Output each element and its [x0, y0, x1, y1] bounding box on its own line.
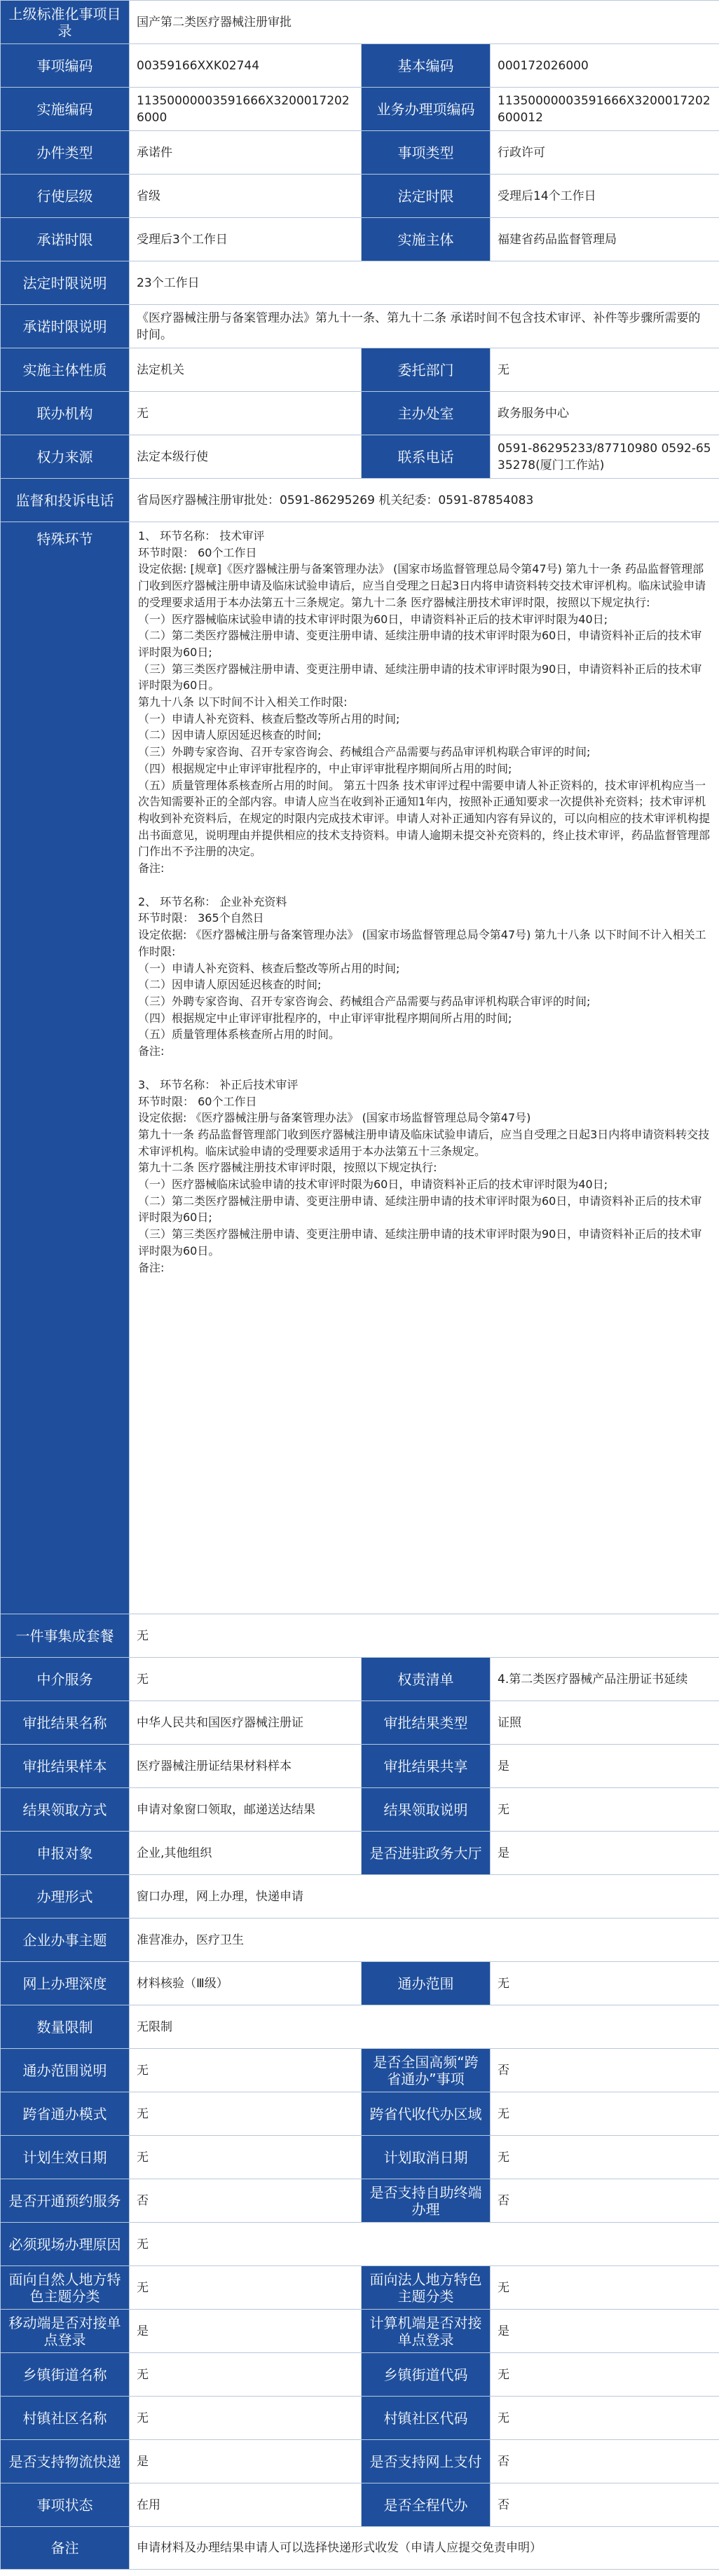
- value-status: 在用: [130, 2483, 362, 2527]
- value-entrust-dept: 无: [491, 348, 719, 392]
- value-legal-limit: 受理后14个工作日: [491, 175, 719, 218]
- row-result-sample: [1, 1745, 719, 1788]
- special-line: 3、 环节名称： 补正后技术审评: [138, 1077, 299, 1091]
- row-promise: [1, 218, 719, 261]
- label-express: 是否支持物流快递: [1, 2440, 130, 2483]
- special-line: 备注:: [138, 1260, 165, 1274]
- label-pickup-note: 结果领取说明: [362, 1788, 491, 1832]
- value-express: 是: [130, 2440, 362, 2483]
- special-line: 环节时限： 60个工作日: [138, 545, 257, 559]
- row-power-source: [1, 435, 719, 479]
- label-town-name: 乡镇街道名称: [1, 2353, 130, 2397]
- special-line: 备注:: [138, 1044, 165, 1058]
- special-line: 备注:: [138, 861, 165, 875]
- label-result-name: 审批结果名称: [1, 1701, 130, 1745]
- special-line: 环节时限： 365个自然日: [138, 911, 264, 925]
- value-handling-form: 窗口办理，网上办理，快递申请: [130, 1875, 719, 1919]
- value-pickup-note: 无: [491, 1788, 719, 1832]
- label-status: 事项状态: [1, 2483, 130, 2527]
- label-case-type: 办件类型: [1, 131, 130, 175]
- special-line: 2、 环节名称： 企业补充资料: [138, 894, 287, 908]
- value-pickup-method: 申请对象窗口领取，邮递送达结果: [130, 1788, 362, 1832]
- label-hall: 是否进驻政务大厅: [362, 1832, 491, 1875]
- label-subject-nature: 实施主体性质: [1, 348, 130, 392]
- label-cross-mode: 跨省通办模式: [1, 2092, 130, 2136]
- value-plan-effective: 无: [130, 2136, 362, 2179]
- special-line: 第九十八条 以下时间不计入相关工作时限:: [138, 695, 348, 709]
- row-handling-form: [1, 1875, 719, 1919]
- value-pc-sso: 是: [491, 2310, 719, 2353]
- row-sso: [1, 2310, 719, 2353]
- value-onsite-reason: 无: [130, 2223, 719, 2266]
- label-full-agent: 是否全程代办: [362, 2483, 491, 2527]
- label-quantity: 数量限制: [1, 2005, 130, 2049]
- row-agency: [1, 1658, 719, 1701]
- value-cross-mode: 无: [130, 2092, 362, 2136]
- special-line: 第九十二条 医疗器械注册技术审评时限，按照以下规定执行:: [138, 1161, 437, 1175]
- label-scope-note: 通办范围说明: [1, 2049, 130, 2092]
- label-legal-limit: 法定时限: [362, 175, 491, 218]
- label-topic: 企业办事主题: [1, 1919, 130, 1962]
- label-power-list: 权责清单: [362, 1658, 491, 1701]
- value-result-name: 中华人民共和国医疗器械注册证: [130, 1701, 362, 1745]
- label-mobile-sso: 移动端是否对接单点登录: [1, 2310, 130, 2353]
- value-cross-province: 否: [491, 2049, 719, 2092]
- special-line: （一）医疗器械临床试验申请的技术审评时限为60日，申请资料补正后的技术审评时限为40日;: [138, 612, 608, 626]
- special-line: （三）外聘专家咨询、召开专家咨询会、药械组合产品需要与药品审评机构联合审评的时间;: [138, 994, 591, 1008]
- label-town-code: 乡镇街道代码: [362, 2353, 491, 2397]
- value-level: 省级: [130, 175, 362, 218]
- label-onsite-reason: 必须现场办理原因: [1, 2223, 130, 2266]
- value-power-source: 法定本级行使: [130, 435, 362, 479]
- special-line: （四）根据规定中止审评审批程序的，中止审评审批程序期间所占用的时间;: [138, 761, 512, 775]
- value-basic-code: 000172026000: [491, 44, 719, 88]
- value-power-list: 4.第二类医疗器械产品注册证书延续: [491, 1658, 719, 1701]
- value-plan-cancel: 无: [491, 2136, 719, 2179]
- value-result-type: 证照: [491, 1701, 719, 1745]
- value-applicant: 企业,其他组织: [130, 1832, 362, 1875]
- label-agency: 中介服务: [1, 1658, 130, 1701]
- special-line: 环节时限： 60个工作日: [138, 1094, 257, 1108]
- value-legal-limit-note: 23个工作日: [130, 261, 719, 305]
- label-online-depth: 网上办理深度: [1, 1962, 130, 2005]
- value-scope: 无: [491, 1962, 719, 2005]
- special-line: （三）外聘专家咨询、召开专家咨询会、药械组合产品需要与药品审评机构联合审评的时间;: [138, 745, 591, 759]
- special-line: 设定依据: 《医疗器械注册与备案管理办法》 (国家市场监督管理总局令第47号): [138, 1111, 531, 1125]
- row-town: [1, 2353, 719, 2397]
- special-line: 设定依据: 《医疗器械注册与备案管理办法》 (国家市场监督管理总局令第47号) 第九十八条 以下时间不计入相关工作时限:: [138, 928, 706, 958]
- label-impl-code: 实施编码: [1, 88, 130, 131]
- label-pickup-method: 结果领取方式: [1, 1788, 130, 1832]
- row-complaint: [1, 479, 719, 522]
- value-package: 无: [130, 1614, 719, 1658]
- value-impl-code: 11350000003591666X3200017202600​0: [130, 88, 362, 131]
- label-result-sample: 审批结果样本: [1, 1745, 130, 1788]
- label-level: 行使层级: [1, 175, 130, 218]
- row-quantity: [1, 2005, 719, 2049]
- label-cross-province: 是否全国高频“跨省通办”事项: [362, 2049, 491, 2092]
- row-delivery: [1, 2440, 719, 2483]
- value-subject-nature: 法定机关: [130, 348, 362, 392]
- value-scope-note: 无: [130, 2049, 362, 2092]
- row-package: [1, 1614, 719, 1658]
- value-promise-note: 《医疗器械注册与备案管理办法》第九十一条、第九十二条 承诺时间不包含技术审评、补件等步骤所需要的时间。: [130, 305, 719, 348]
- row-case-type: [1, 131, 719, 175]
- value-online-depth: 材料核验（Ⅲ级）: [130, 1962, 362, 2005]
- special-content: [130, 522, 719, 1614]
- label-self-service: 是否支持自助终端办理: [362, 2179, 491, 2223]
- label-host-office: 主办处室: [362, 392, 491, 435]
- value-case-type: 承诺件: [130, 131, 362, 175]
- special-line: 第九十一条 药品监督管理部门收到医疗器械注册申请及临床试验申请后，应当自受理之日起3日内将申请资料转交技术审评机构。临床试验申请的受理要求适用于本办法第五十三条规定。: [138, 1127, 710, 1158]
- row-onsite-reason: [1, 2223, 719, 2266]
- label-biz-code: 业务办理项编码: [362, 88, 491, 131]
- row-status: [1, 2483, 719, 2527]
- special-line: （四）根据规定中止审评审批程序的，中止审评审批程序期间所占用的时间;: [138, 1011, 512, 1025]
- special-gap: [138, 1060, 711, 1077]
- value-quantity: 无限制: [130, 2005, 719, 2049]
- special-line: （一）医疗器械临床试验申请的技术审评时限为60日，申请资料补正后的技术审评时限为40日;: [138, 1178, 608, 1192]
- special-line: （二）因申请人原因延迟核查的时间;: [138, 728, 322, 742]
- row-subject-nature: [1, 348, 719, 392]
- value-cross-area: 无: [491, 2092, 719, 2136]
- value-person-topic: 无: [130, 2266, 362, 2310]
- value-legal-topic: 无: [491, 2266, 719, 2310]
- label-package: 一件事集成套餐: [1, 1614, 130, 1658]
- special-line: 1、 环节名称： 技术审评: [138, 529, 265, 543]
- row-online-depth: [1, 1962, 719, 2005]
- value-complaint: 省局医疗器械注册审批处：0591-86295269 机关纪委：0591-87854083: [130, 479, 719, 522]
- label-result-share: 审批结果共享: [362, 1745, 491, 1788]
- label-scope: 通办范围: [362, 1962, 491, 2005]
- value-promise-limit: 受理后3个工作日: [130, 218, 362, 261]
- row-special: [1, 522, 719, 1614]
- label-entrust-dept: 委托部门: [362, 348, 491, 392]
- row-booking: [1, 2179, 719, 2223]
- row-result-pickup: [1, 1788, 719, 1832]
- value-catalog: 国产第二类医疗器械注册审批: [130, 1, 719, 44]
- label-cross-area: 跨省代收代办区域: [362, 2092, 491, 2136]
- special-line: （三）第三类医疗器械注册申请、变更注册申请、延续注册申请的技术审评时限为90日，申请资料补正后的技术审评时限为60日。: [138, 662, 702, 693]
- value-town-code: 无: [491, 2353, 719, 2397]
- row-local-topic: [1, 2266, 719, 2310]
- row-village: [1, 2397, 719, 2440]
- label-power-source: 权力来源: [1, 435, 130, 479]
- label-special: 特殊环节: [1, 522, 130, 1614]
- value-result-sample: 医疗器械注册证结果材料样本: [130, 1745, 362, 1788]
- special-line: （二）因申请人原因延迟核查的时间;: [138, 978, 322, 992]
- special-line: （一）申请人补充资料、核查后整改等所占用的时间;: [138, 711, 400, 725]
- value-item-type: 行政许可: [491, 131, 719, 175]
- row-applicant: [1, 1832, 719, 1875]
- label-village-code: 村镇社区代码: [362, 2397, 491, 2440]
- special-line: （五）质量管理体系核查所占用的时间。 第五十四条 技术审评过程中需要申请人补正资料的，技术审评机构应当一次告知需要补正的全部内容。申请人应当在收到补正通知1年内，按照补正通知要求一次提供补充资料；技术审评机构收到补充资料后，在规定的时限内完成技术审评。申请人对补正通知内容有异议的，可以向相应的技术审评机构提出书面意见，说明理由并提供相应的技术支持资料。申请人逾期未提交补充资料的，终止技术审评，药品监督管理部门作出不予注册的决定。: [138, 778, 711, 859]
- label-item-code: 事项编码: [1, 44, 130, 88]
- value-topic: 准营准办，医疗卫生: [130, 1919, 719, 1962]
- label-basic-code: 基本编码: [362, 44, 491, 88]
- label-phone: 联系电话: [362, 435, 491, 479]
- value-village-name: 无: [130, 2397, 362, 2440]
- label-online-pay: 是否支持网上支付: [362, 2440, 491, 2483]
- value-agency: 无: [130, 1658, 362, 1701]
- label-village-name: 村镇社区名称: [1, 2397, 130, 2440]
- label-legal-limit-note: 法定时限说明: [1, 261, 130, 305]
- label-impl-subject: 实施主体: [362, 218, 491, 261]
- value-phone: 0591-86295233/87710980 0592-6535278(厦门工作站): [491, 435, 719, 479]
- row-catalog: [1, 1, 719, 44]
- label-pc-sso: 计算机端是否对接单点登录: [362, 2310, 491, 2353]
- value-mobile-sso: 是: [130, 2310, 362, 2353]
- value-village-code: 无: [491, 2397, 719, 2440]
- value-biz-code: 11350000003591666X3200017202600012: [491, 88, 719, 131]
- label-plan-effective: 计划生效日期: [1, 2136, 130, 2179]
- value-remark: 申请材料及办理结果申请人可以选择快递形式收发（申请人应提交免责申明）: [130, 2527, 719, 2570]
- value-booking: 否: [130, 2179, 362, 2223]
- label-applicant: 申报对象: [1, 1832, 130, 1875]
- row-scope-note: [1, 2049, 719, 2092]
- row-result-name: [1, 1701, 719, 1745]
- row-legal-limit-note: [1, 261, 719, 305]
- label-person-topic: 面向自然人地方特色主题分类: [1, 2266, 130, 2310]
- value-hall: 是: [491, 1832, 719, 1875]
- special-line: （五）质量管理体系核查所占用的时间。: [138, 1028, 341, 1042]
- special-line: 设定依据: [规章]《医疗器械注册与备案管理办法》 (国家市场监督管理总局令第47号) 第九十一条 药品监督管理部门收到医疗器械注册申请及临床试验申请后，应当自受理之日起3日内将申请资料转交技术审评机构。临床试验申请的受理要求适用于本办法第五十三条规定。第九十二条 医疗器械注册技术审评时限，按照以下规定执行:: [138, 562, 706, 609]
- label-plan-cancel: 计划取消日期: [362, 2136, 491, 2179]
- special-line: （二）第二类医疗器械注册申请、变更注册申请、延续注册申请的技术审评时限为60日，申请资料补正后的技术审评时限为60日;: [138, 1194, 702, 1225]
- row-promise-note: [1, 305, 719, 348]
- row-level: [1, 175, 719, 218]
- value-joint-org: 无: [130, 392, 362, 435]
- value-item-code: 00359166XXK02744: [130, 44, 362, 88]
- label-catalog: 上级标准化事项目录: [1, 1, 130, 44]
- value-self-service: 否: [491, 2179, 719, 2223]
- value-impl-subject: 福建省药品监督管理局: [491, 218, 719, 261]
- value-full-agent: 否: [491, 2483, 719, 2527]
- label-handling-form: 办理形式: [1, 1875, 130, 1919]
- label-promise-note: 承诺时限说明: [1, 305, 130, 348]
- row-plan-dates: [1, 2136, 719, 2179]
- label-promise-limit: 承诺时限: [1, 218, 130, 261]
- value-host-office: 政务服务中心: [491, 392, 719, 435]
- row-remark: [1, 2527, 719, 2570]
- label-booking: 是否开通预约服务: [1, 2179, 130, 2223]
- row-cross-mode: [1, 2092, 719, 2136]
- row-topic: [1, 1919, 719, 1962]
- value-result-share: 是: [491, 1745, 719, 1788]
- row-item-code: [1, 44, 719, 88]
- label-complaint: 监督和投诉电话: [1, 479, 130, 522]
- row-impl-code: [1, 88, 719, 131]
- value-town-name: 无: [130, 2353, 362, 2397]
- special-line: （三）第三类医疗器械注册申请、变更注册申请、延续注册申请的技术审评时限为90日，申请资料补正后的技术审评时限为60日。: [138, 1227, 702, 1258]
- special-gap: [138, 877, 711, 894]
- value-online-pay: 否: [491, 2440, 719, 2483]
- label-remark: 备注: [1, 2527, 130, 2570]
- special-line: （二）第二类医疗器械注册申请、变更注册申请、延续注册申请的技术审评时限为60日，申请资料补正后的技术审评时限为60日;: [138, 629, 702, 659]
- label-item-type: 事项类型: [362, 131, 491, 175]
- label-result-type: 审批结果类型: [362, 1701, 491, 1745]
- label-joint-org: 联办机构: [1, 392, 130, 435]
- special-line: （一）申请人补充资料、核查后整改等所占用的时间;: [138, 961, 400, 975]
- label-legal-topic: 面向法人地方特色主题分类: [362, 2266, 491, 2310]
- row-joint: [1, 392, 719, 435]
